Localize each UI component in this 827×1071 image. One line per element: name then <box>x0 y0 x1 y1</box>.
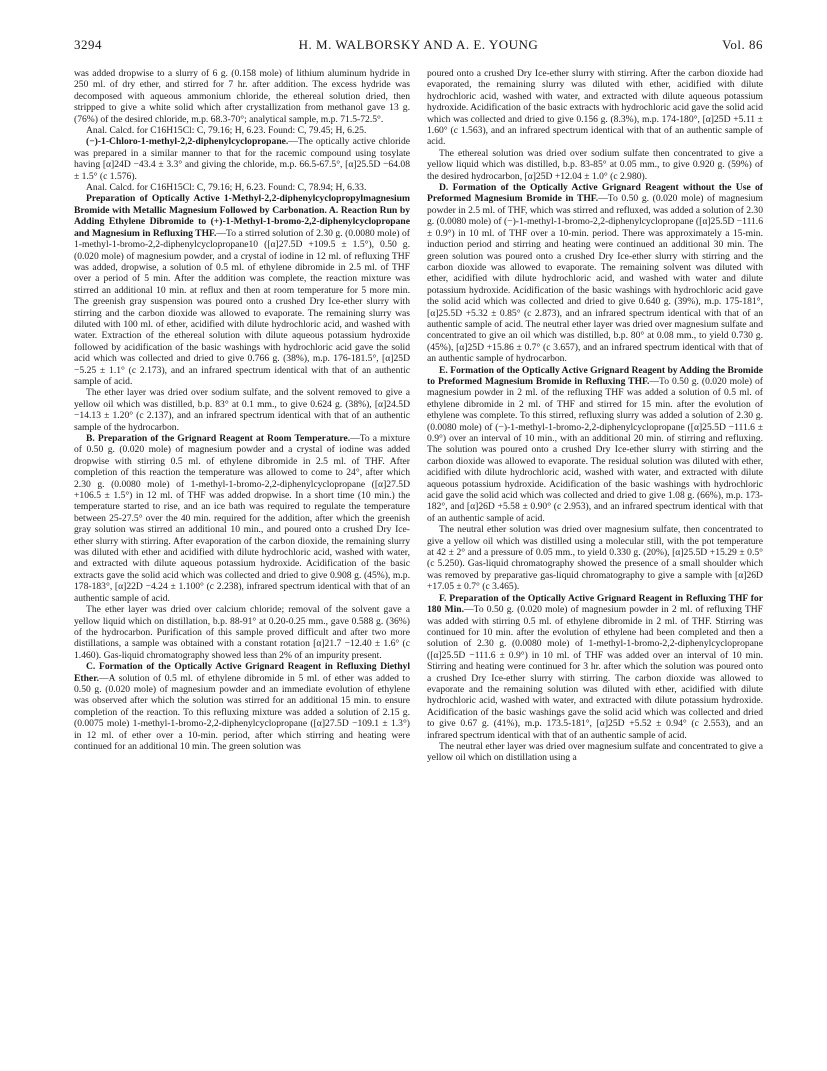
paragraph-text: —To 0.50 g. (0.020 mole) of magnesium powder in 2 ml. of the refluxing THF was added a solution of 0.5 ml. of ethylene dibromide in 2 ml. of THF and stirred for 15 min. after the evolution of ethylene was complete. To this stirred, refluxing slurry was added a solution of 2.30 g. (0.0080 mole) of (−)-1-methyl-1-bromo-2,2-diphenylcyclopropane ([α]25.5D −111.6 ± 0.9°) over an interval of 10 min., with an additional 20 min. of stirring and refluxing. The solution was poured onto a crushed Dry Ice-ether slurry with stirring and the carbon dioxide was allowed to evaporate. The residual solution was diluted with ether, acidified with dilute hydrochloric acid, washed with water, and extracted with dilute aqueous potassium hydroxide. Acidification of the basic washings with hydrochloric acid gave the solid acid which was collected and dried to give 1.08 g. (66%), m.p. 173-182°, and [α]26D +5.58 ± 0.90° (c 2.953), and an infrared spectrum identical with that of an authentic sample of acid. <box>427 375 763 524</box>
page-number: 3294 <box>74 37 102 52</box>
paragraph-text: was added dropwise to a slurry of 6 g. (0.158 mole) of lithium aluminum hydride in 250 ml. of dry ether, and stirred for 7 hr. after addition. The excess hydride was decomposed with aqueous ammonium chloride, the ethereal solution dried, then stripped to give a white solid which after crystallization from methanol gave 13 g. (76%) of the desired chloride, m.p. 68.3-70°; analytical sample, m.p. 71.5-72.5°. <box>74 68 410 125</box>
paragraph <box>74 433 410 604</box>
paragraph-text: The ethereal solution was dried over sodium sulfate then concentrated to give a yellow liquid which was distilled, b.p. 83-85° at 0.05 mm., to give 0.920 g. (59%) of the desired hydrocarbon, [α]25D +12.04 ± 1.0° (c 2.980). <box>427 147 763 182</box>
paragraph-text: The neutral ether layer was dried over magnesium sulfate and concentrated to give a yellow oil which on distillation using a <box>427 740 763 764</box>
section-heading: Preparation of Optically Active 1-Methyl-2,2-diphenylcyclopropylmagnesium Bromide with Metallic Magnesium Followed by Carbonation. A. Reaction Run by Adding Ethylene Dibromide to (+)-1-Methyl-1-bromo-2,2-diphenylcyclopropane and Magnesium in Refluxing THF. <box>74 193 410 239</box>
paragraph-text: —To 0.50 g. (0.020 mole) of magnesium powder in 2.5 ml. of THF, which was stirred and refluxed, was added a solution of 2.30 g. (0.0080 mole) of (−)-1-methyl-1-bromo-2,2-diphenylcyclopropane ([α]25.5D −111.6 ± 0.9°) in 10 ml. of THF over a 10-min. period. There was approximately a 15-min. induction period and stirring and heating were continued an additional 30 min. The green solution was poured onto a crushed Dry Ice-ether slurry with stirring and the carbon dioxide was allowed to evaporate. The remaining solvent was diluted with ether, acidified with dilute hydrochloric acid, and washed with water and dilute potassium hydroxide. Acidification of the basic washings with hydrochloric acid gave the solid acid which was collected and dried to give 0.640 g. (39%), m.p. 175-181°, [α]25.5D +5.32 ± 0.85° (c 2.873), and an infrared spectrum identical with that of an authentic sample of acid. The neutral ether layer was dried over magnesium sulfate and concentrated to give an oil which was distilled, b.p. 80° at 0.08 mm., to yield 0.730 g. (45%), [α]25D +15.86 ± 0.7° (c 3.657), and an infrared spectrum identical with that of an authentic sample of hydrocarbon. <box>427 193 763 365</box>
paragraph <box>74 125 410 136</box>
paragraph <box>74 387 410 433</box>
paragraph <box>427 182 763 365</box>
page-header <box>74 37 763 57</box>
paragraph <box>74 604 410 661</box>
section-heading: C. Formation of the Optically Active Grignard Reagent in Refluxing Diethyl Ether. <box>74 661 410 684</box>
paragraph <box>427 524 763 592</box>
paragraph-text: The neutral ether solution was dried over magnesium sulfate, then concentrated to give a yellow oil which was distilled using a molecular still, with the pot temperature at 42 ± 2° and a pressure of 0.05 mm., to yield 0.330 g. (20%), [α]25.5D +15.29 ± 0.5° (c 5.250). Gas-liquid chromatography showed the presence of a small shoulder which was removed by preparative gas-liquid chromatography to give a sample with [α]26D +17.05 ± 0.7° (c 3.465). <box>427 524 763 593</box>
paragraph <box>74 661 410 752</box>
volume-label: Vol. 86 <box>722 37 763 52</box>
paragraph-text: The ether layer was dried over sodium sulfate, and the solvent removed to give a yellow oil which was distilled, b.p. 83° at 0.1 mm., to give 0.624 g. (38%), [α]24.5D −14.13 ± 1.20° (c 2.137), and an infrared spectrum identical with that of an authentic sample of the hydrocarbon. <box>74 387 410 433</box>
paragraph <box>427 68 763 148</box>
paragraph <box>427 148 763 182</box>
section-heading: B. Preparation of the Grignard Reagent at Room Temperature. <box>86 433 351 444</box>
section-heading: F. Preparation of the Optically Active Grignard Reagent in Refluxing THF for 180 Min. <box>427 592 763 616</box>
paragraph <box>74 193 410 387</box>
paragraph-text: Anal. Calcd. for C16H15Cl: C, 79.16; H, 6.23. Found: C, 78.94; H, 6.33. <box>86 182 367 194</box>
paragraph-text: The ether layer was dried over calcium chloride; removal of the solvent gave a yellow liquid which on distillation, b.p. 88-91° at 0.20-0.25 mm., gave 0.588 g. (36%) of the hydrocarbon. Purification of this sample proved difficult and after two more distillations, a sample was obtained with a constant rotation [α]21.7 −12.40 ± 1.6° (c 1.460). Gas-liquid chromatography showed less than 2% of an impurity present. <box>74 604 410 661</box>
paragraph <box>74 68 410 125</box>
paragraph-text: —The optically active chloride was prepared in a similar manner to that for the racemic compound using tosylate having [α]24D −43.4 ± 3.3° and giving the chloride, m.p. 66.5-67.5°, [α]25.5D −64.08 ± 1.5° (c 1.576). <box>74 136 410 182</box>
section-heading: D. Formation of the Optically Active Grignard Reagent without the Use of Preformed Magnesium Bromide in THF. <box>427 182 763 205</box>
paragraph-text: Anal. Calcd. for C16H15Cl: C, 79.16; H, 6.23. Found: C, 79.45; H, 6.25. <box>86 125 367 137</box>
paragraph-text: —To 0.50 g. (0.020 mole) of magnesium powder in 2 ml. of refluxing THF was added with stirring 0.5 ml. of ethylene dibromide in 2 ml. of THF. Stirring was continued for 10 min. after the evolution of ethylene had been completed and then a solution of 2.30 g. (0.0080 mole) of 1-methyl-1-bromo-2,2-diphenylcyclopropane ([α]25.5D −111.6 ± 0.9°) in 10 ml. of THF was added over an interval of 10 min. Stirring and heating were continued for 3 hr. after which the solution was poured onto a crushed Dry Ice-ether slurry with stirring. The carbon dioxide was allowed to evaporate and the remaining solution was diluted with ether, acidified with dilute hydrochloric acid, washed with water, and extracted with dilute potassium hydroxide. Acidification of the basic washings gave the solid acid which was collected and dried to give 0.67 g. (41%), m.p. 173.5-181°, [α]25D +5.52 ± 0.94° (c 2.553), and an infrared spectrum identical with that of an authentic sample of acid. <box>427 604 763 741</box>
paragraph-text: —To a mixture of 0.50 g. (0.020 mole) of magnesium powder and a crystal of iodine was added dropwise with stirring 0.5 ml. of ethylene dibromide in 2.5 ml. of THF. After completion of this reaction the temperature was allowed to come to 24°, after which 2.30 g. (0.0080 mole) of 1-methyl-1-bromo-2,2-diphenylcyclopropane ([α]27.5D +106.5 ± 1.5°) in 12 ml. of THF was added dropwise. In a short time (10 min.) the temperature started to rise, and an ice bath was required to regulate the temperature between 25-27.5° over the 40 min. required for the addition, after which the greenish gray solution was stirred an additional 10 min., and poured onto a crushed Dry Ice-ether slurry with stirring. After evaporation of the carbon dioxide, the remaining slurry was diluted with ether and acidified with dilute hydrochloric acid, washed with water, and extracted with dilute aqueous potassium hydroxide. Acidification of the basic extracts gave the solid acid which was collected and dried to give 0.908 g. (45%), m.p. 178-183°, [α]22D −4.24 ± 1.100° (c 2.238), infrared spectrum identical with that of an authentic sample of acid. <box>74 433 410 604</box>
right-column <box>427 68 763 1058</box>
section-heading: (−)-1-Chloro-1-methyl-2,2-diphenylcyclopropane. <box>86 136 289 148</box>
paragraph <box>74 136 410 182</box>
paragraph-text: poured onto a crushed Dry Ice-ether slurry with stirring. After the carbon dioxide had evaporated, the remaining slurry was diluted with ether, acidified with dilute hydrochloric acid, washed with water, and extracted with dilute aqueous potassium hydroxide. Acidification of the basic extracts with hydrochloric acid gave the solid acid which was collected and dried to give 0.156 g. (8.3%), m.p. 174-180°, [α]25D +5.11 ± 1.60° (c 1.563), and an infrared spectrum identical with that of an authentic sample of acid. <box>427 68 763 148</box>
running-title: H. M. WALBORSKY AND A. E. YOUNG <box>298 37 539 52</box>
paragraph <box>427 741 763 764</box>
left-column <box>74 68 410 1058</box>
paragraph <box>74 182 410 193</box>
paragraph <box>427 365 763 525</box>
paragraph <box>427 593 763 741</box>
paragraph-text: —To a stirred solution of 2.30 g. (0.0080 mole) of 1-methyl-1-bromo-2,2-diphenylcyclopropane10 ([α]27.5D +109.5 ± 1.5°), 0.50 g. (0.020 mole) of magnesium powder, and a crystal of iodine in 12 ml. of refluxing THF was added, dropwise, a solution of 0.5 ml. of ethylene dibromide in 2.5 ml. of THF over a period of 5 min. After the addition was complete, the reaction mixture was stirred an additional 10 min. at reflux and then at room temperature for 5 more min. The greenish gray suspension was poured onto a crushed Dry Ice-ether slurry with stirring and the carbon dioxide was allowed to evaporate. The remaining slurry was diluted with 100 ml. of ether, acidified with dilute hydrochloric acid, and washed with water. Extraction of the ethereal solution with dilute aqueous potassium hydroxide followed by acidification of the basic washings with hydrochloric acid gave the solid acid which was collected and dried to give 0.766 g. (38%), m.p. 176-181.5°, [α]25D −5.25 ± 1.1° (c 2.173), and an infrared spectrum identical with that of an authentic sample of acid. <box>74 227 410 387</box>
paragraph-text: —A solution of 0.5 ml. of ethylene dibromide in 5 ml. of ether was added to 0.50 g. (0.020 mole) of magnesium powder and an immediate evolution of ethylene was observed after which the solution was stirred for an additional 15 min. to ensure completion of the reaction. To this refluxing mixture was added a solution of 2.15 g. (0.0075 mole) 1-methyl-1-bromo-2,2-diphenylcyclopropane ([α]27.5D −109.1 ± 1.3°) in 12 ml. of ether over a 10-min. period, after which stirring and heating were continued for an additional 10 min. The green solution was <box>74 672 410 752</box>
section-heading: E. Formation of the Optically Active Grignard Reagent by Adding the Bromide to Preformed Magnesium Bromide in Refluxing THF. <box>427 364 763 387</box>
